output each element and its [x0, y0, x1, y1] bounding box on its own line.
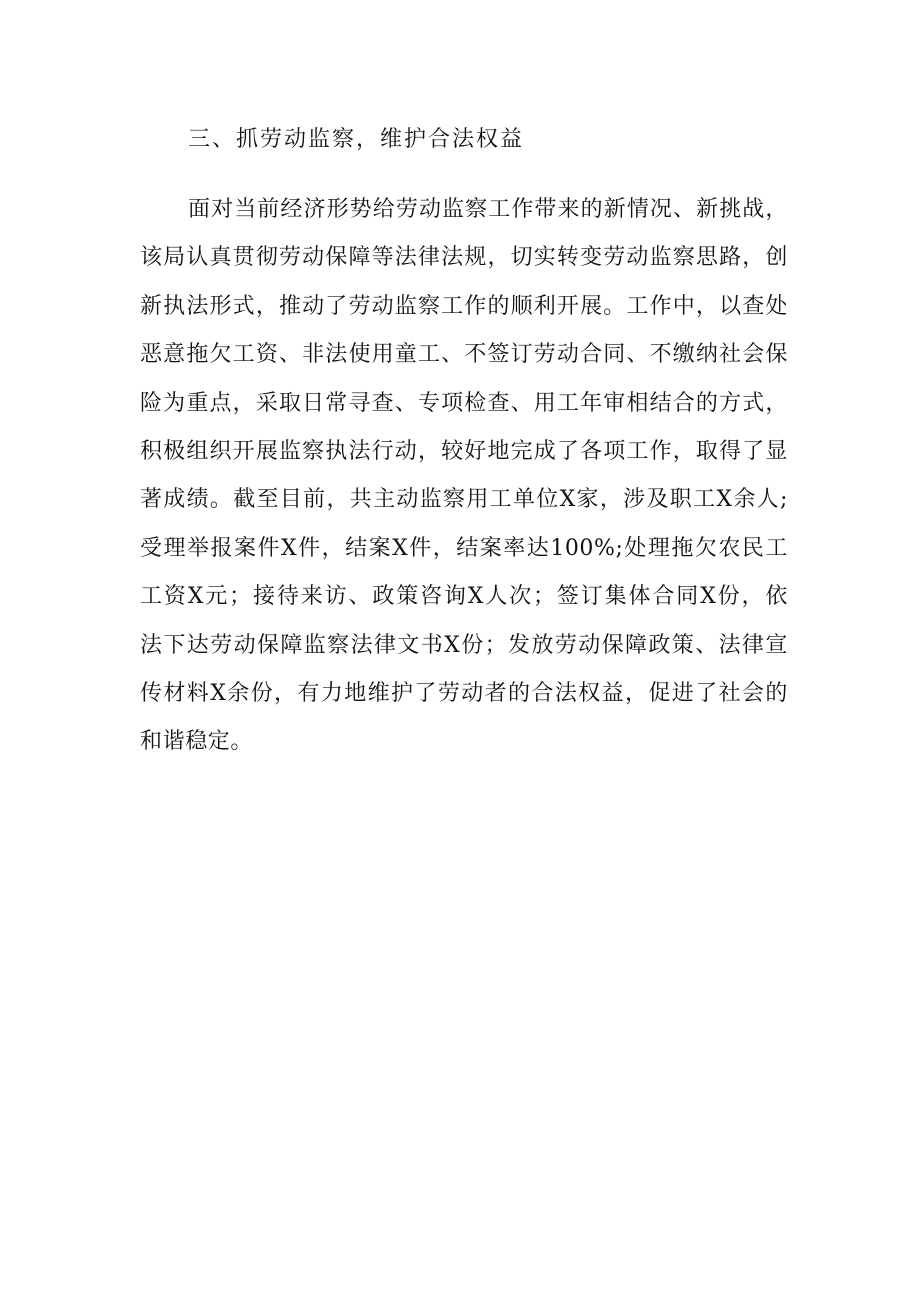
paragraph-line: 积极组织开展监察执法行动，较好地完成了各项工作，取得了显	[140, 438, 788, 464]
paragraph-line: 工资X元；接待来访、政策咨询X人次；签订集体合同X份，依	[140, 584, 788, 610]
paragraph-line: 该局认真贯彻劳动保障等法律法规，切实转变劳动监察思路，创	[140, 245, 788, 271]
paragraph-line: 面对当前经济形势给劳动监察工作带来的新情况、新挑战，	[188, 197, 788, 222]
paragraph-line: 法下达劳动保障监察法律文书X份；发放劳动保障政策、法律宣	[140, 632, 788, 658]
paragraph-line: 著成绩。截至目前，共主动监察用工单位X家，涉及职工X余人;	[140, 487, 788, 513]
paragraph-line: 险为重点，采取日常寻查、专项检查、用工年审相结合的方式，	[140, 390, 788, 416]
paragraph-line: 传材料X余份，有力地维护了劳动者的合法权益，促进了社会的	[140, 680, 788, 706]
paragraph-line: 和谐稳定。	[140, 729, 254, 755]
paragraph-line: 恶意拖欠工资、非法使用童工、不签订劳动合同、不缴纳社会保	[140, 342, 788, 368]
paragraph-line: 受理举报案件X件，结案X件，结案率达100%;处理拖欠农民工	[140, 535, 788, 561]
paragraph-line: 新执法形式，推动了劳动监察工作的顺利开展。工作中，以查处	[140, 293, 788, 319]
body-paragraph	[140, 186, 788, 767]
section-heading: 三、抓劳动监察，维护合法权益	[188, 127, 525, 152]
